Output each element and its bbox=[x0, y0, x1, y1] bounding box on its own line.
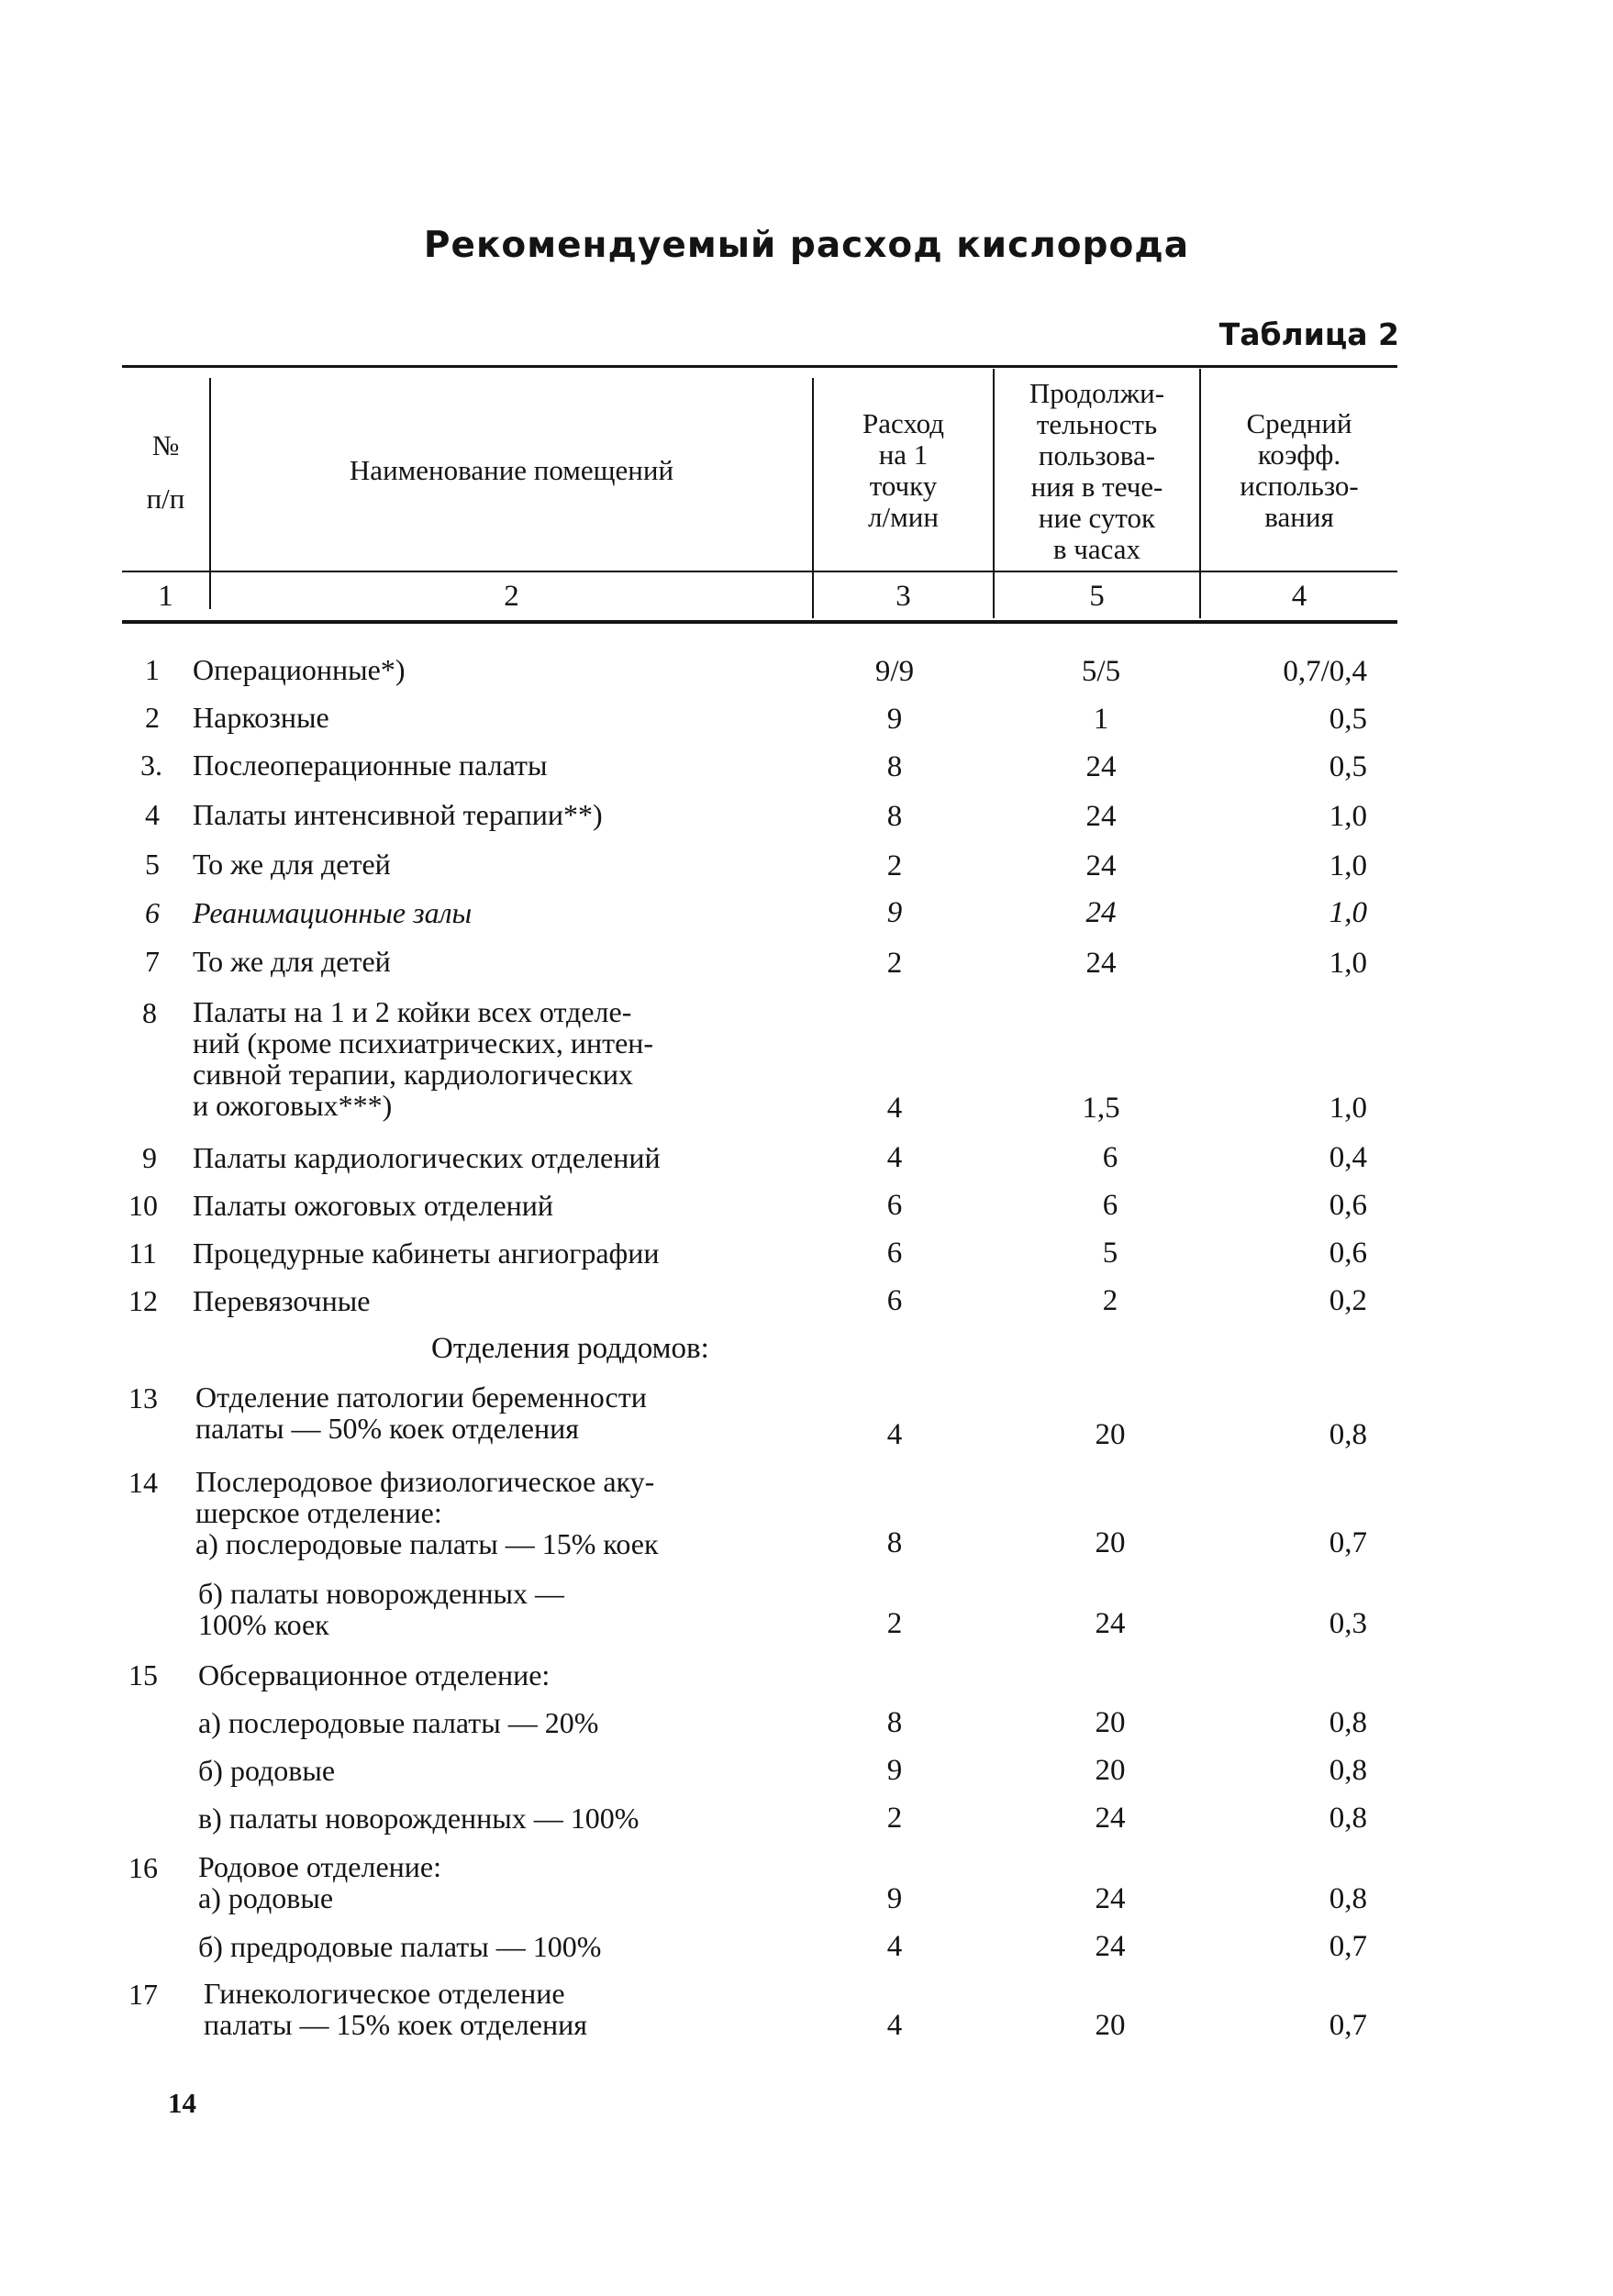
consumption-value: 2 bbox=[886, 1607, 903, 1640]
room-name: Родовое отделение: а) родовые bbox=[198, 1850, 441, 1914]
consumption-value: 2 bbox=[886, 1802, 903, 1835]
consumption-value: 6 bbox=[886, 1284, 903, 1317]
consumption-value: 4 bbox=[886, 2009, 903, 2042]
coefficient-value: 1,0 bbox=[1329, 896, 1367, 929]
duration-value: 24 bbox=[1085, 750, 1117, 783]
room-name: Наркозные bbox=[193, 701, 329, 734]
duration-value: 20 bbox=[1095, 1526, 1126, 1559]
header-col-number: 3 bbox=[895, 580, 911, 613]
coefficient-value: 0,7/0,4 bbox=[1283, 655, 1367, 688]
room-name: Палаты интенсивной терапии**) bbox=[193, 798, 603, 831]
page-title: Рекомендуемый расход кислорода bbox=[423, 225, 1190, 266]
coefficient-value: 0,8 bbox=[1329, 1882, 1367, 1915]
duration-value: 2 bbox=[1102, 1284, 1118, 1317]
duration-value: 20 bbox=[1095, 1418, 1126, 1451]
room-name: Палаты ожоговых отделений bbox=[193, 1189, 554, 1222]
room-name: Гинекологическое отделение палаты — 15% коек отделения bbox=[204, 1977, 587, 2041]
duration-value: 24 bbox=[1085, 800, 1117, 833]
row-number: 7 bbox=[145, 945, 160, 978]
coefficient-value: 0,5 bbox=[1329, 703, 1367, 736]
duration-value: 5/5 bbox=[1081, 655, 1121, 688]
row-number: 12 bbox=[128, 1284, 158, 1317]
consumption-value: 2 bbox=[886, 947, 903, 980]
consumption-value: 9 bbox=[886, 1882, 903, 1915]
consumption-value: 6 bbox=[886, 1189, 903, 1222]
room-name: Реанимационные залы bbox=[193, 896, 473, 929]
duration-value: 20 bbox=[1095, 2009, 1126, 2042]
row-number: 4 bbox=[145, 798, 160, 831]
row-number: 9 bbox=[142, 1141, 157, 1174]
row-number: 10 bbox=[128, 1189, 158, 1222]
consumption-value: 4 bbox=[886, 1092, 903, 1125]
consumption-value: 9 bbox=[886, 1754, 903, 1787]
room-name: Перевязочные bbox=[193, 1284, 371, 1317]
header-duration: Продолжи- тельность пользова- ния в тече- ние суток в часах bbox=[1029, 377, 1165, 565]
coefficient-value: 0,4 bbox=[1329, 1141, 1367, 1174]
row-number: 2 bbox=[145, 701, 160, 734]
row-number: 6 bbox=[145, 896, 160, 929]
duration-value: 5 bbox=[1102, 1237, 1118, 1270]
consumption-value: 6 bbox=[886, 1237, 903, 1270]
coefficient-value: 0,6 bbox=[1329, 1237, 1367, 1270]
header-room-name: Наименование помещений bbox=[349, 453, 674, 486]
coefficient-value: 1,0 bbox=[1329, 849, 1367, 882]
consumption-value: 9 bbox=[886, 896, 903, 929]
consumption-value: 4 bbox=[886, 1418, 903, 1451]
duration-value: 6 bbox=[1102, 1141, 1118, 1174]
room-name: а) послеродовые палаты — 20% bbox=[198, 1706, 599, 1739]
coefficient-value: 0,2 bbox=[1329, 1284, 1367, 1317]
coefficient-value: 1,0 bbox=[1329, 800, 1367, 833]
duration-value: 20 bbox=[1095, 1754, 1126, 1787]
duration-value: 24 bbox=[1085, 896, 1117, 929]
room-name: То же для детей bbox=[193, 945, 391, 978]
table-label: Таблица 2 bbox=[1218, 316, 1399, 352]
duration-value: 1,5 bbox=[1082, 1092, 1120, 1125]
consumption-value: 8 bbox=[886, 750, 903, 783]
coefficient-value: 0,8 bbox=[1329, 1706, 1367, 1739]
header-number-rule bbox=[122, 571, 1397, 572]
room-name: Послеродовое физиологическое аку- шерское отделение: а) послеродовые палаты — 15% коек bbox=[195, 1465, 659, 1560]
duration-value: 24 bbox=[1095, 1607, 1126, 1640]
row-number: 14 bbox=[128, 1466, 158, 1499]
consumption-value: 2 bbox=[886, 849, 903, 882]
header-coefficient: Средний коэфф. использо- вания bbox=[1240, 406, 1359, 533]
coefficient-value: 0,8 bbox=[1329, 1802, 1367, 1835]
duration-value: 24 bbox=[1095, 1882, 1126, 1915]
coefficient-value: 0,7 bbox=[1329, 1930, 1367, 1963]
consumption-value: 4 bbox=[886, 1141, 903, 1174]
consumption-value: 8 bbox=[886, 1526, 903, 1559]
coefficient-value: 0,7 bbox=[1329, 1526, 1367, 1559]
coefficient-value: 0,3 bbox=[1329, 1607, 1367, 1640]
duration-value: 1 bbox=[1093, 703, 1109, 736]
duration-value: 24 bbox=[1095, 1802, 1126, 1835]
room-name: Послеоперационные палаты bbox=[193, 749, 548, 782]
room-name: Палаты на 1 и 2 койки всех отделе- ний (кроме психиатрических, интен- сивной терапии, кардиологических и ожоговых***) bbox=[193, 995, 654, 1122]
room-name: Операционные*) bbox=[193, 653, 406, 686]
row-number: 5 bbox=[145, 848, 160, 881]
room-name: То же для детей bbox=[193, 848, 391, 881]
consumption-value: 9/9 bbox=[874, 655, 915, 688]
coefficient-value: 0,6 bbox=[1329, 1189, 1367, 1222]
header-col-number: 5 bbox=[1089, 580, 1105, 613]
row-number: 16 bbox=[128, 1851, 158, 1884]
coefficient-value: 0,8 bbox=[1329, 1418, 1367, 1451]
room-name: Процедурные кабинеты ангиографии bbox=[193, 1237, 660, 1270]
room-name: в) палаты новорожденных — 100% bbox=[198, 1802, 640, 1835]
consumption-value: 8 bbox=[886, 1706, 903, 1739]
header-col-number: 2 bbox=[504, 580, 519, 613]
header-col-number: 1 bbox=[158, 580, 173, 613]
room-name: б) родовые bbox=[198, 1754, 336, 1787]
row-number: 3. bbox=[140, 749, 162, 782]
duration-value: 24 bbox=[1095, 1930, 1126, 1963]
row-number: 11 bbox=[128, 1237, 157, 1270]
coefficient-value: 1,0 bbox=[1329, 947, 1367, 980]
section-heading: Отделения роддомов: bbox=[431, 1332, 709, 1365]
duration-value: 24 bbox=[1085, 849, 1117, 882]
header-col-number: 4 bbox=[1291, 580, 1307, 613]
room-name: б) предродовые палаты — 100% bbox=[198, 1930, 602, 1963]
table-top-rule bbox=[122, 365, 1397, 368]
duration-value: 20 bbox=[1095, 1706, 1126, 1739]
row-number: 15 bbox=[128, 1658, 158, 1691]
header-number: № п/п bbox=[146, 429, 185, 515]
coefficient-value: 1,0 bbox=[1329, 1092, 1367, 1125]
room-name: Палаты кардиологических отделений bbox=[193, 1141, 661, 1174]
coefficient-value: 0,7 bbox=[1329, 2009, 1367, 2042]
consumption-value: 4 bbox=[886, 1930, 903, 1963]
room-name: Обсервационное отделение: bbox=[198, 1658, 551, 1691]
consumption-value: 8 bbox=[886, 800, 903, 833]
page-number: 14 bbox=[168, 2087, 196, 2119]
consumption-value: 9 bbox=[886, 703, 903, 736]
header-bottom-rule bbox=[122, 620, 1397, 624]
row-number: 8 bbox=[142, 996, 157, 1029]
duration-value: 24 bbox=[1085, 947, 1117, 980]
coefficient-value: 0,5 bbox=[1329, 750, 1367, 783]
row-number: 17 bbox=[128, 1978, 158, 2011]
room-name: б) палаты новорожденных — 100% коек bbox=[198, 1577, 564, 1641]
row-number: 13 bbox=[128, 1381, 158, 1414]
row-number: 1 bbox=[145, 653, 160, 686]
coefficient-value: 0,8 bbox=[1329, 1754, 1367, 1787]
room-name: Отделение патологии беременности палаты — 50% коек отделения bbox=[195, 1381, 647, 1445]
duration-value: 6 bbox=[1102, 1189, 1118, 1222]
header-consumption: Расход на 1 точку л/мин bbox=[862, 406, 945, 533]
